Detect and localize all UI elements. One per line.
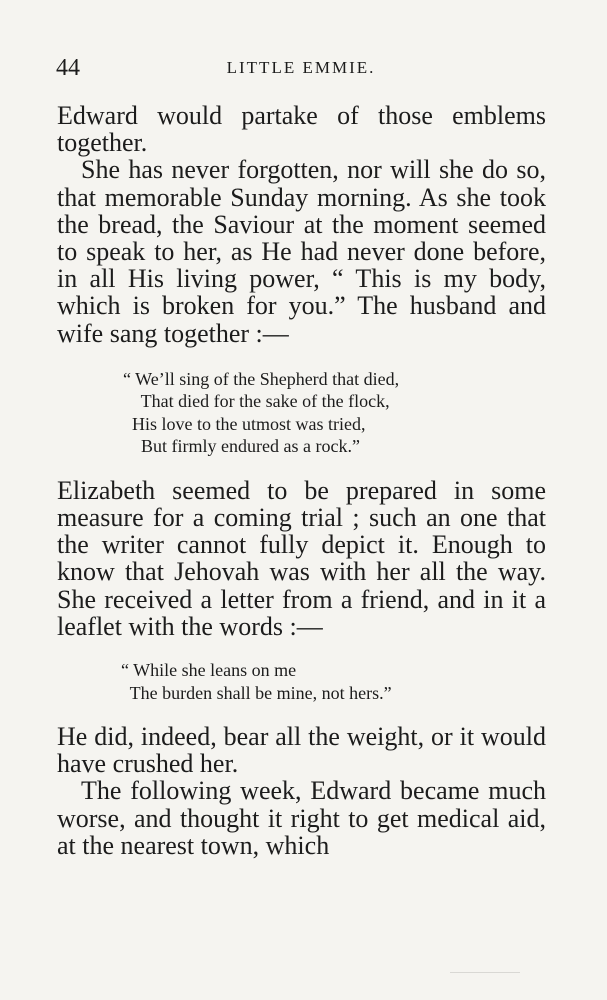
- verse-line: That died for the sake of the flock,: [123, 391, 390, 412]
- page-header: [56, 54, 546, 82]
- hymn-verse: [123, 368, 546, 458]
- paragraph-1: Edward would partake of those emblems together.: [57, 101, 546, 158]
- quote-line: The burden shall be mine, not hers.”: [121, 682, 392, 703]
- running-title: LITTLE EMMIE.: [226, 58, 376, 77]
- verse-line: “ We’ll sing of the Shepherd that died,: [123, 368, 400, 389]
- quote-line: “ While she leans on me: [121, 660, 297, 681]
- page-body: [57, 102, 546, 859]
- leaflet-quote: [121, 659, 546, 704]
- page-edge-mark: [450, 972, 520, 973]
- page-number: 44: [56, 55, 80, 81]
- verse-line: His love to the utmost was tried,: [123, 413, 366, 434]
- paragraph-5: The following week, Edward became much worse, and thought it right to get medical aid, at the nearest town, which: [57, 776, 546, 860]
- paragraph-4: He did, indeed, bear all the weight, or it would have crushed her.: [57, 722, 546, 779]
- verse-line: But firmly endured as a rock.”: [123, 436, 360, 457]
- paragraph-3: Elizabeth seemed to be prepared in some measure for a coming trial ; such an one that the writer cannot fully depict it. Enough to know that Jehovah was with her all the way. She received a letter from a friend, and in it a leaflet with the words :—: [57, 475, 546, 641]
- paragraph-2: She has never forgotten, nor will she do so, that memorable Sunday morning. As she took the bread, the Saviour at the moment seemed to speak to her, as He had never done before, in all His living power, “ This is my body, which is broken for you.” The husband and wife sang together :—: [57, 155, 546, 348]
